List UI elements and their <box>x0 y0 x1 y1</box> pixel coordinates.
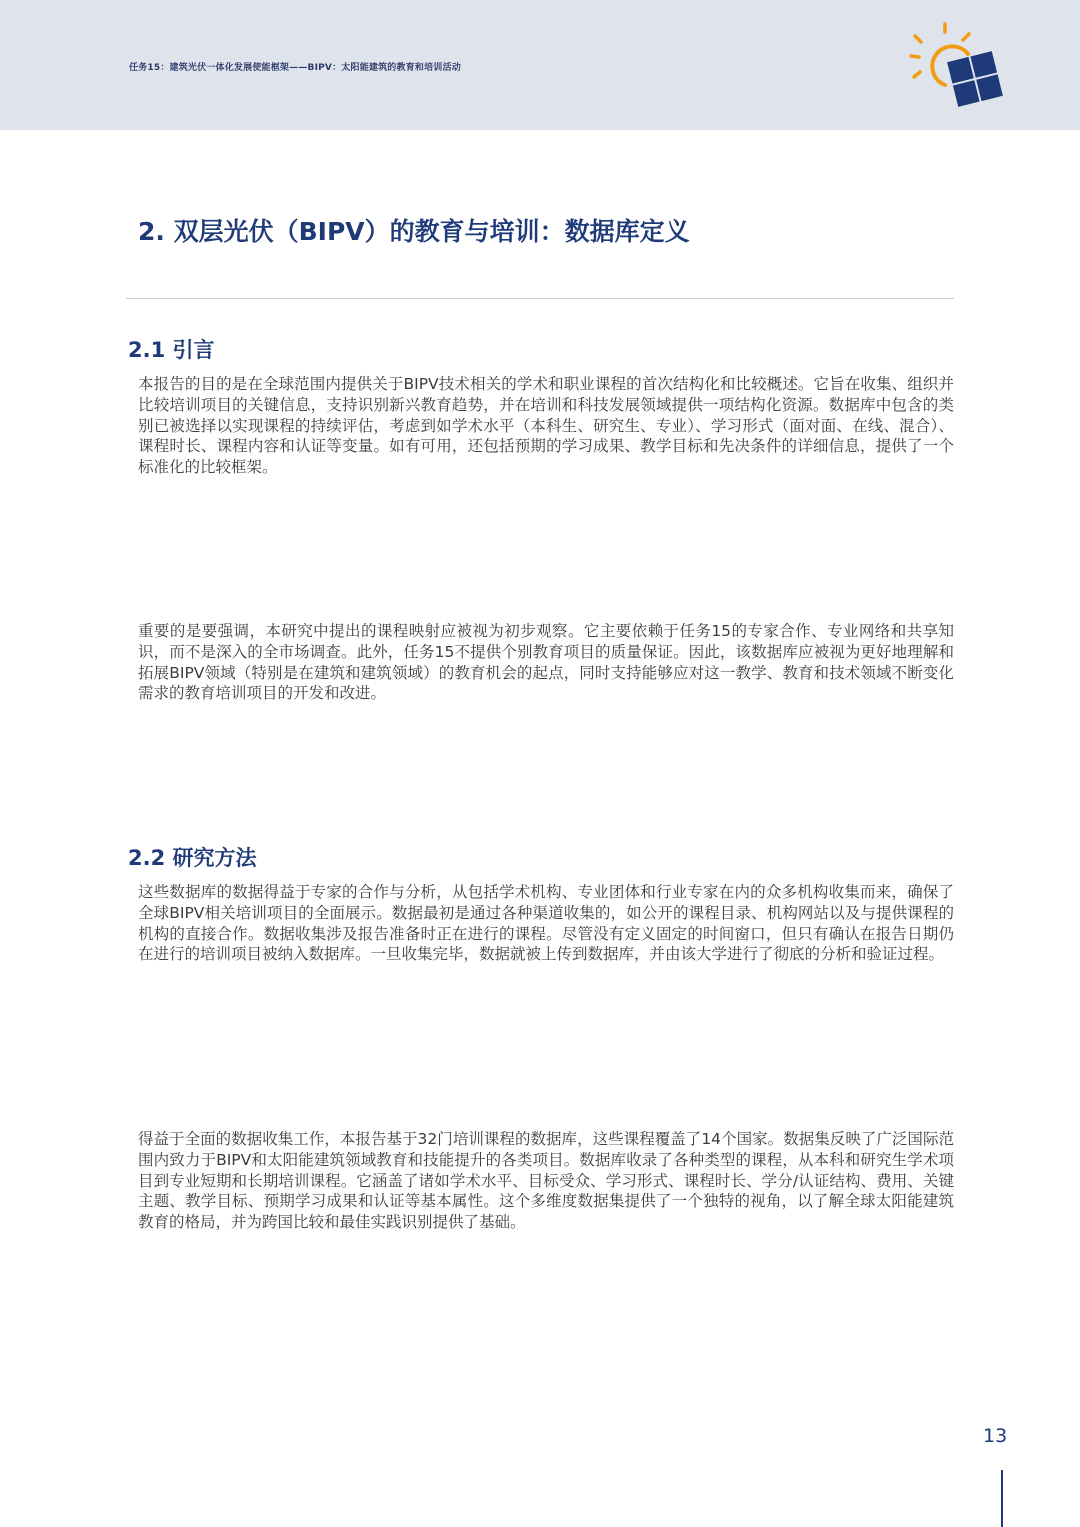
paragraph-methodology-1: 这些数据库的数据得益于专家的合作与分析，从包括学术机构、专业团体和行业专家在内的众多机构收集而来，确保了全球BIPV相关培训项目的全面展示。数据最初是通过各种渠道收集的，如公开的课程目录、机构网站以及与提供课程的机构的直接合作。数据收集涉及报告准备时正在进行的课程。尽管没有定义固定的时间窗口，但只有确认在报告日期仍在进行的培训项目被纳入数据库。一旦收集完毕，数据就被上传到数据库，并由该大学进行了彻底的分析和验证过程。 <box>138 883 954 964</box>
paragraph-introduction-2: 重要的是要强调，本研究中提出的课程映射应被视为初步观察。它主要依赖于任务15的专家合作、专业网络和共享知识，而不是深入的全市场调查。此外，任务15不提供个别教育项目的质量保证。因此，该数据库应被视为更好地理解和拓展BIPV领域（特别是在建筑和建筑领域）的教育机会的起点，同时支持能够应对这一教学、教育和技术领域不断变化需求的教育培训项目的开发和改进。 <box>138 622 954 703</box>
page-title: 2. 双层光伏（BIPV）的教育与培训：数据库定义 <box>138 217 690 246</box>
page-number-rule <box>1001 1470 1003 1527</box>
running-header: 任务15：建筑光伏一体化发展使能框架——BIPV：太阳能建筑的教育和培训活动 <box>129 63 461 73</box>
header-band <box>0 0 1080 130</box>
title-divider <box>126 298 954 299</box>
paragraph-introduction-1: 本报告的目的是在全球范围内提供关于BIPV技术相关的学术和职业课程的首次结构化和比较概述。它旨在收集、组织并比较培训项目的关键信息，支持识别新兴教育趋势，并在培训和科技发展领域提供一项结构化资源。数据库中包含的类别已被选择以实现课程的持续评估，考虑到如学术水平（本科生、研究生、专业）、学习形式（面对面、在线、混合）、课程时长、课程内容和认证等变量。如有可用，还包括预期的学习成果、教学目标和先决条件的详细信息，提供了一个标准化的比较框架。 <box>138 375 954 477</box>
paragraph-methodology-2: 得益于全面的数据收集工作，本报告基于32门培训课程的数据库，这些课程覆盖了14个国家。数据集反映了广泛国际范围内致力于BIPV和太阳能建筑领域教育和技能提升的各类项目。数据库收录了各种类型的课程，从本科和研究生学术项目到专业短期和长期培训课程。它涵盖了诸如学术水平、目标受众、学习形式、课程时长、学分/认证结构、费用、关键主题、教学目标、预期学习成果和认证等基本属性。这个多维度数据集提供了一个独特的视角，以了解全球太阳能建筑教育的格局，并为跨国比较和最佳实践识别提供了基础。 <box>138 1130 954 1232</box>
section-heading-methodology: 2.2 研究方法 <box>128 846 257 870</box>
section-heading-introduction: 2.1 引言 <box>128 338 215 362</box>
page-number: 13 <box>983 1425 1008 1447</box>
solar-panel-sun-logo-icon <box>905 22 1005 112</box>
